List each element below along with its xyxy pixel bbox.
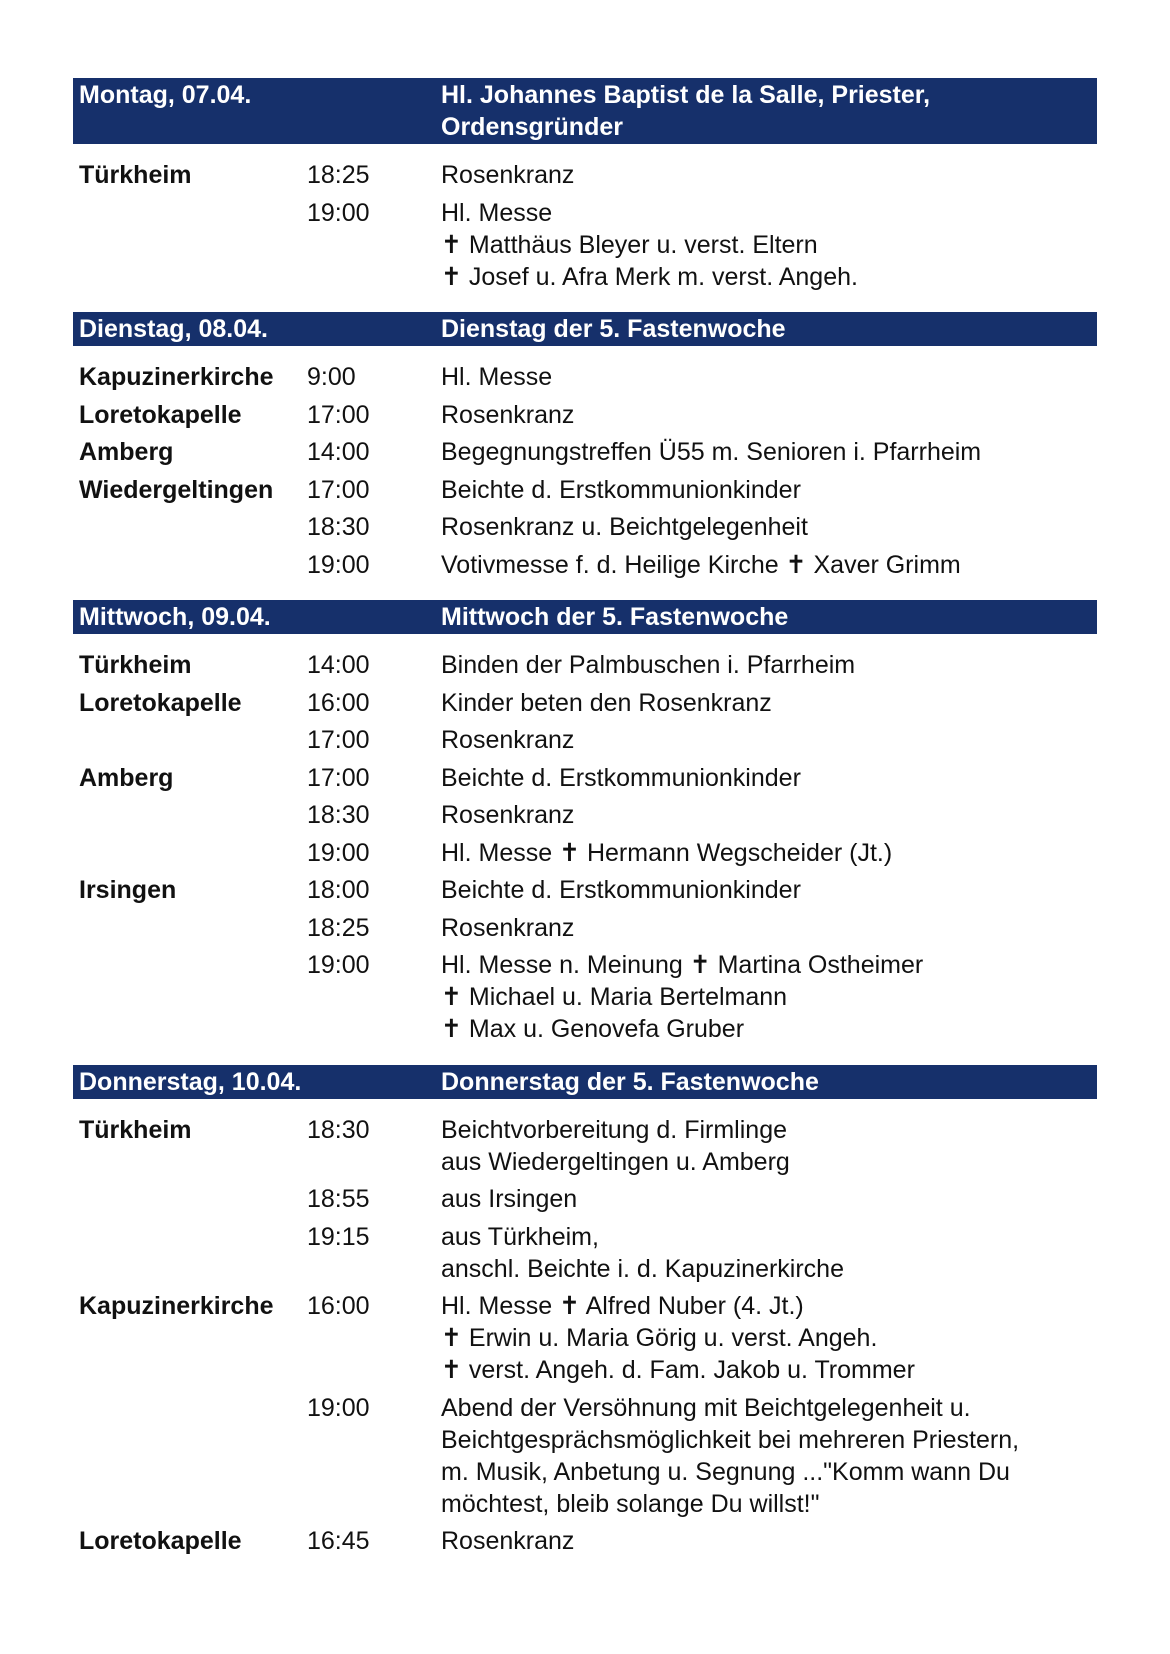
entry-time: 19:00 [307,550,370,579]
entry-description [441,912,1097,944]
entry-line: Rosenkranz u. Beichtgelegenheit [441,513,808,541]
schedule-entry [73,197,1097,293]
entry-line: Votivmesse f. d. Heilige Kirche ✝ Xaver Grimm [441,550,961,579]
entry-line: möchtest, bleib solange Du willst!" [441,1489,820,1518]
entry-description [441,1525,1097,1557]
entry-time: 18:00 [307,876,370,904]
entry-line: Beichte d. Erstkommunionkinder [441,475,801,504]
entry-time: 18:30 [307,801,370,829]
schedule-entry [73,1221,1097,1285]
entry-description [441,399,1097,431]
entry-location: Türkheim [79,161,192,189]
entry-line: Hl. Messe n. Meinung ✝ Martina Ostheimer [441,951,924,979]
schedule-entry [73,549,1097,581]
day-entries [73,634,1097,1065]
entry-location [73,799,307,831]
entry-line: Rosenkranz [441,400,575,429]
entry-line: Begegnungstreffen Ü55 m. Senioren i. Pfarrheim [441,438,982,466]
entry-time: 9:00 [307,363,356,391]
schedule-entry [73,687,1097,719]
entry-line: Rosenkranz [441,801,575,829]
entry-description [441,649,1097,681]
day-block [73,312,1097,600]
schedule-entry [73,361,1097,393]
day-block [73,78,1097,312]
day-date: Dienstag, 08.04. [79,315,268,343]
entry-line: ✝ Erwin u. Maria Görig u. verst. Angeh. [441,1324,878,1352]
entry-time: 18:30 [307,1115,370,1144]
day-date: Donnerstag, 10.04. [79,1067,302,1096]
entry-line: Kinder beten den Rosenkranz [441,688,772,717]
entry-time: 14:00 [307,438,370,466]
entry-line: Rosenkranz [441,913,575,942]
day-date: Montag, 07.04. [79,81,252,109]
entry-line: Hl. Messe ✝ Hermann Wegscheider (Jt.) [441,838,893,867]
entry-description [441,474,1097,506]
entry-line: Beichte d. Erstkommunionkinder [441,763,801,792]
day-header [73,600,1097,634]
entry-description [441,799,1097,831]
entry-line: Beichte d. Erstkommunionkinder [441,876,801,904]
entry-location: Kapuzinerkirche [79,1292,274,1320]
entry-location [73,549,307,581]
schedule-entry [73,799,1097,831]
entry-line: aus Irsingen [441,1185,578,1213]
entry-line: Rosenkranz [441,1527,575,1555]
schedule-entry [73,1114,1097,1178]
entry-time: 19:00 [307,838,370,867]
schedule-entry [73,1290,1097,1386]
entry-location [73,949,307,1045]
entry-description [441,687,1097,719]
entry-location [73,724,307,756]
entry-line: Hl. Messe [441,198,553,227]
entry-location: Loretokapelle [79,1527,242,1555]
schedule-entry [73,724,1097,756]
entry-line: Hl. Messe [441,363,553,391]
schedule-entry [73,912,1097,944]
day-entries [73,1099,1097,1577]
entry-time: 17:00 [307,726,370,754]
entry-location [73,1392,307,1520]
entry-description [441,549,1097,581]
day-feast: Hl. Johannes Baptist de la Salle, Priester, Ordensgründer [441,81,931,141]
entry-description [441,1290,1097,1386]
schedule-entry [73,1525,1097,1557]
entry-description [441,159,1097,191]
entry-description [441,1221,1097,1285]
schedule-entry [73,874,1097,906]
entry-location: Loretokapelle [79,688,242,717]
entry-time: 18:25 [307,161,370,189]
entry-time: 18:55 [307,1185,370,1213]
entry-time: 19:15 [307,1222,370,1251]
day-header [73,312,1097,346]
entry-line: ✝ Max u. Genovefa Gruber [441,1015,745,1043]
day-feast: Donnerstag der 5. Fastenwoche [441,1067,819,1096]
entry-time: 19:00 [307,198,370,227]
entry-description [441,949,1097,1045]
entry-line: ✝ Matthäus Bleyer u. verst. Eltern [441,230,818,259]
day-feast: Dienstag der 5. Fastenwoche [441,315,786,343]
day-feast: Mittwoch der 5. Fastenwoche [441,603,789,631]
schedule-entry [73,649,1097,681]
entry-location: Loretokapelle [79,400,242,429]
entry-time: 16:00 [307,1292,370,1320]
entry-description [441,1183,1097,1215]
entry-line: Rosenkranz [441,161,575,189]
entry-location: Amberg [79,438,174,466]
entry-line: Hl. Messe ✝ Alfred Nuber (4. Jt.) [441,1292,804,1320]
entry-location: Irsingen [79,876,177,904]
entry-location [73,1221,307,1285]
entry-time: 19:00 [307,951,370,979]
entry-location [73,1183,307,1215]
entry-line: ✝ Josef u. Afra Merk m. verst. Angeh. [441,262,858,291]
entry-description [441,837,1097,869]
entry-line: aus Wiedergeltingen u. Amberg [441,1147,790,1176]
entry-line: aus Türkheim, [441,1222,599,1251]
entry-line: Beichtgesprächsmöglichkeit bei mehreren Priestern, [441,1425,1020,1454]
entry-location [73,511,307,543]
entry-time: 16:00 [307,688,370,717]
day-header [73,1065,1097,1099]
entry-description [441,762,1097,794]
entry-description [441,436,1097,468]
day-entries [73,346,1097,600]
entry-location: Amberg [79,763,174,792]
day-block [73,1065,1097,1577]
schedule-entry [73,159,1097,191]
entry-line: anschl. Beichte i. d. Kapuzinerkirche [441,1254,844,1283]
entry-description [441,511,1097,543]
entry-line: Binden der Palmbuschen i. Pfarrheim [441,651,856,679]
schedule-entry [73,1183,1097,1215]
entry-time: 19:00 [307,1393,370,1422]
entry-description [441,1392,1097,1520]
entry-time: 14:00 [307,651,370,679]
schedule-entry [73,399,1097,431]
entry-time: 17:00 [307,763,370,792]
schedule-entry [73,436,1097,468]
entry-time: 17:00 [307,475,370,504]
entry-description [441,361,1097,393]
entry-description [441,724,1097,756]
schedule-entry [73,474,1097,506]
schedule-entry [73,762,1097,794]
schedule-entry [73,837,1097,869]
entry-time: 17:00 [307,400,370,429]
entry-location: Wiedergeltingen [79,475,274,504]
entry-location [73,837,307,869]
entry-location: Türkheim [79,651,192,679]
entry-description [441,1114,1097,1178]
entry-description [441,874,1097,906]
entry-line: Rosenkranz [441,726,575,754]
entry-line: Beichtvorbereitung d. Firmlinge [441,1115,787,1144]
entry-line: ✝ verst. Angeh. d. Fam. Jakob u. Trommer [441,1356,915,1384]
entry-time: 16:45 [307,1527,370,1555]
entry-line: Abend der Versöhnung mit Beichtgelegenheit u. [441,1393,971,1422]
entry-location: Kapuzinerkirche [79,363,274,391]
entry-description [441,197,1097,293]
entry-time: 18:25 [307,913,370,942]
entry-location [73,197,307,293]
schedule-entry [73,949,1097,1045]
day-header [73,78,1097,144]
entry-line: m. Musik, Anbetung u. Segnung ..."Komm wann Du [441,1457,1010,1486]
entry-location [73,912,307,944]
day-entries [73,144,1097,312]
entry-line: ✝ Michael u. Maria Bertelmann [441,983,788,1011]
schedule [73,78,1097,1577]
entry-time: 18:30 [307,513,370,541]
schedule-entry [73,511,1097,543]
schedule-entry [73,1392,1097,1520]
day-date: Mittwoch, 09.04. [79,603,271,631]
day-block [73,600,1097,1065]
entry-location: Türkheim [79,1115,192,1144]
